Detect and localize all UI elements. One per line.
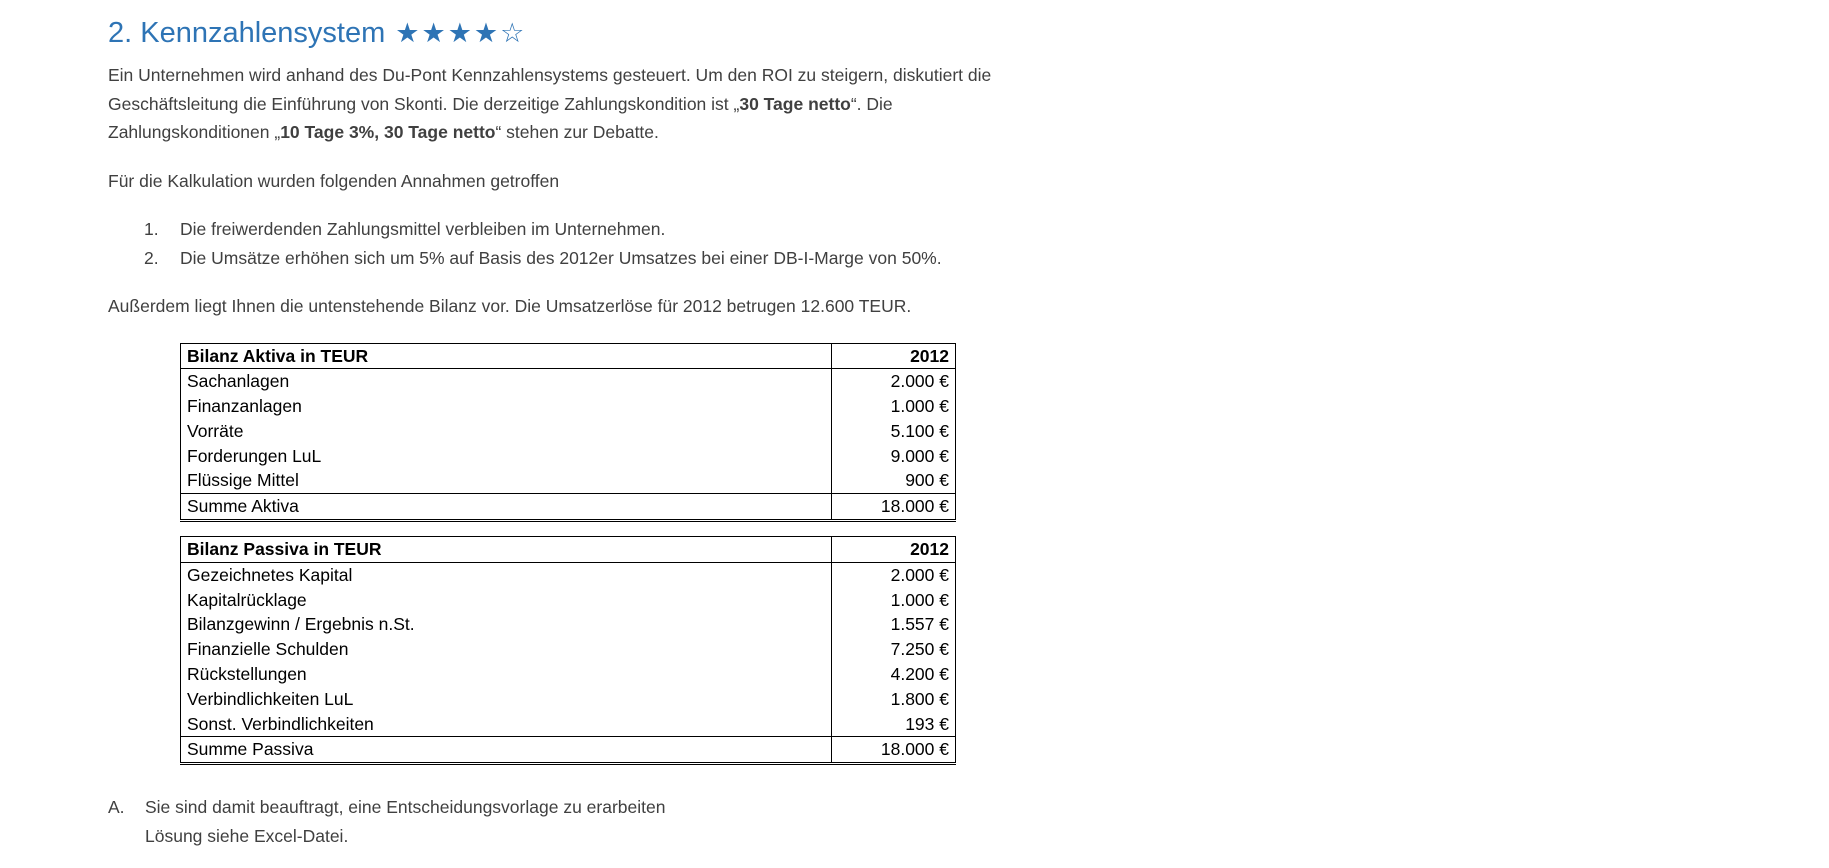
assumption-item	[108, 215, 1048, 244]
sum-label: Summe Aktiva	[181, 494, 832, 521]
table-header-label: Bilanz Aktiva in TEUR	[181, 343, 832, 369]
row-label: Sachanlagen	[181, 369, 832, 394]
row-label: Forderungen LuL	[181, 444, 832, 469]
calculation-paragraph: Für die Kalkulation wurden folgenden Annahmen getroffen	[108, 170, 560, 191]
table-header-row	[181, 343, 956, 369]
heading-title: 2. Kennzahlensystem	[108, 17, 386, 49]
row-value: 2.000 €	[832, 562, 956, 587]
row-label: Finanzielle Schulden	[181, 637, 832, 662]
task-item	[108, 793, 1048, 850]
row-label: Sonst. Verbindlichkeiten	[181, 712, 832, 737]
table-row	[181, 444, 956, 469]
table-header-year: 2012	[832, 343, 956, 369]
task-content	[145, 793, 665, 850]
difficulty-stars-icon: ★★★★☆	[395, 18, 527, 49]
liabilities-table	[180, 536, 956, 765]
row-value: 1.557 €	[832, 612, 956, 637]
task-text: Sie sind damit beauftragt, eine Entscheidungsvorlage zu erarbeiten	[145, 797, 666, 818]
task-letter: A.	[108, 797, 125, 818]
row-value: 1.800 €	[832, 687, 956, 712]
sum-label: Summe Passiva	[181, 737, 832, 764]
list-number: 2.	[144, 247, 159, 268]
assumption-text: Die freiwerdenden Zahlungsmittel verbleiben im Unternehmen.	[180, 219, 666, 239]
table-row	[181, 712, 956, 737]
assumption-text: Die Umsätze erhöhen sich um 5% auf Basis des 2012er Umsatzes bei einer DB-I-Marge von 50%.	[180, 247, 942, 268]
table-sum-row	[181, 494, 956, 521]
table-row	[181, 562, 956, 587]
table-row	[181, 637, 956, 662]
table-header-row	[181, 537, 956, 563]
row-label: Finanzanlagen	[181, 394, 832, 419]
list-number: 1.	[144, 219, 159, 239]
proposed-condition: 10 Tage 3%, 30 Tage netto	[280, 122, 496, 142]
section-heading	[108, 14, 1048, 53]
row-label: Rückstellungen	[181, 662, 832, 687]
table-row	[181, 369, 956, 394]
row-value: 900 €	[832, 468, 956, 493]
table-row	[181, 419, 956, 444]
intro-text: Ein Unternehmen wird anhand des Du-Pont Kennzahlensystems gesteuert. Um den ROI zu steigern, diskutiert die Geschäftsleitung die Einführung von Skonti. Die derzeitige Zahlungskondition ist „	[108, 65, 992, 114]
intro-text: “ stehen zur Debatte.	[495, 122, 659, 142]
row-label: Vorräte	[181, 419, 832, 444]
table-row	[181, 612, 956, 637]
row-value: 193 €	[832, 712, 956, 737]
table-sum-row	[181, 737, 956, 764]
document	[108, 14, 1048, 850]
table-row	[181, 468, 956, 493]
balance-sheet-note: Außerdem liegt Ihnen die untenstehende Bilanz vor. Die Umsatzerlöse für 2012 betrugen 12.600 TEUR.	[108, 296, 912, 316]
task-solution-note: Lösung siehe Excel-Datei.	[145, 825, 349, 846]
table-row	[181, 687, 956, 712]
table-row	[181, 588, 956, 613]
row-value: 7.250 €	[832, 637, 956, 662]
row-value: 9.000 €	[832, 444, 956, 469]
row-value: 2.000 €	[832, 369, 956, 394]
assets-table	[180, 343, 956, 523]
row-value: 1.000 €	[832, 394, 956, 419]
row-value: 4.200 €	[832, 662, 956, 687]
current-condition: 30 Tage netto	[739, 93, 851, 114]
assumptions-list	[108, 215, 1048, 272]
row-label: Flüssige Mittel	[181, 468, 832, 493]
assumption-item	[108, 244, 1048, 273]
row-label: Kapitalrücklage	[181, 588, 832, 613]
row-label: Gezeichnetes Kapital	[181, 562, 832, 587]
row-value: 5.100 €	[832, 419, 956, 444]
table-row	[181, 394, 956, 419]
intro-text: “. Die Zahlungskonditionen „	[108, 93, 893, 142]
table-header-year: 2012	[832, 537, 956, 563]
intro-paragraph	[108, 61, 1048, 147]
sum-value: 18.000 €	[832, 737, 956, 764]
table-row	[181, 662, 956, 687]
sum-value: 18.000 €	[832, 494, 956, 521]
row-label: Bilanzgewinn / Ergebnis n.St.	[181, 612, 832, 637]
row-label: Verbindlichkeiten LuL	[181, 687, 832, 712]
row-value: 1.000 €	[832, 588, 956, 613]
table-header-label: Bilanz Passiva in TEUR	[181, 537, 832, 563]
